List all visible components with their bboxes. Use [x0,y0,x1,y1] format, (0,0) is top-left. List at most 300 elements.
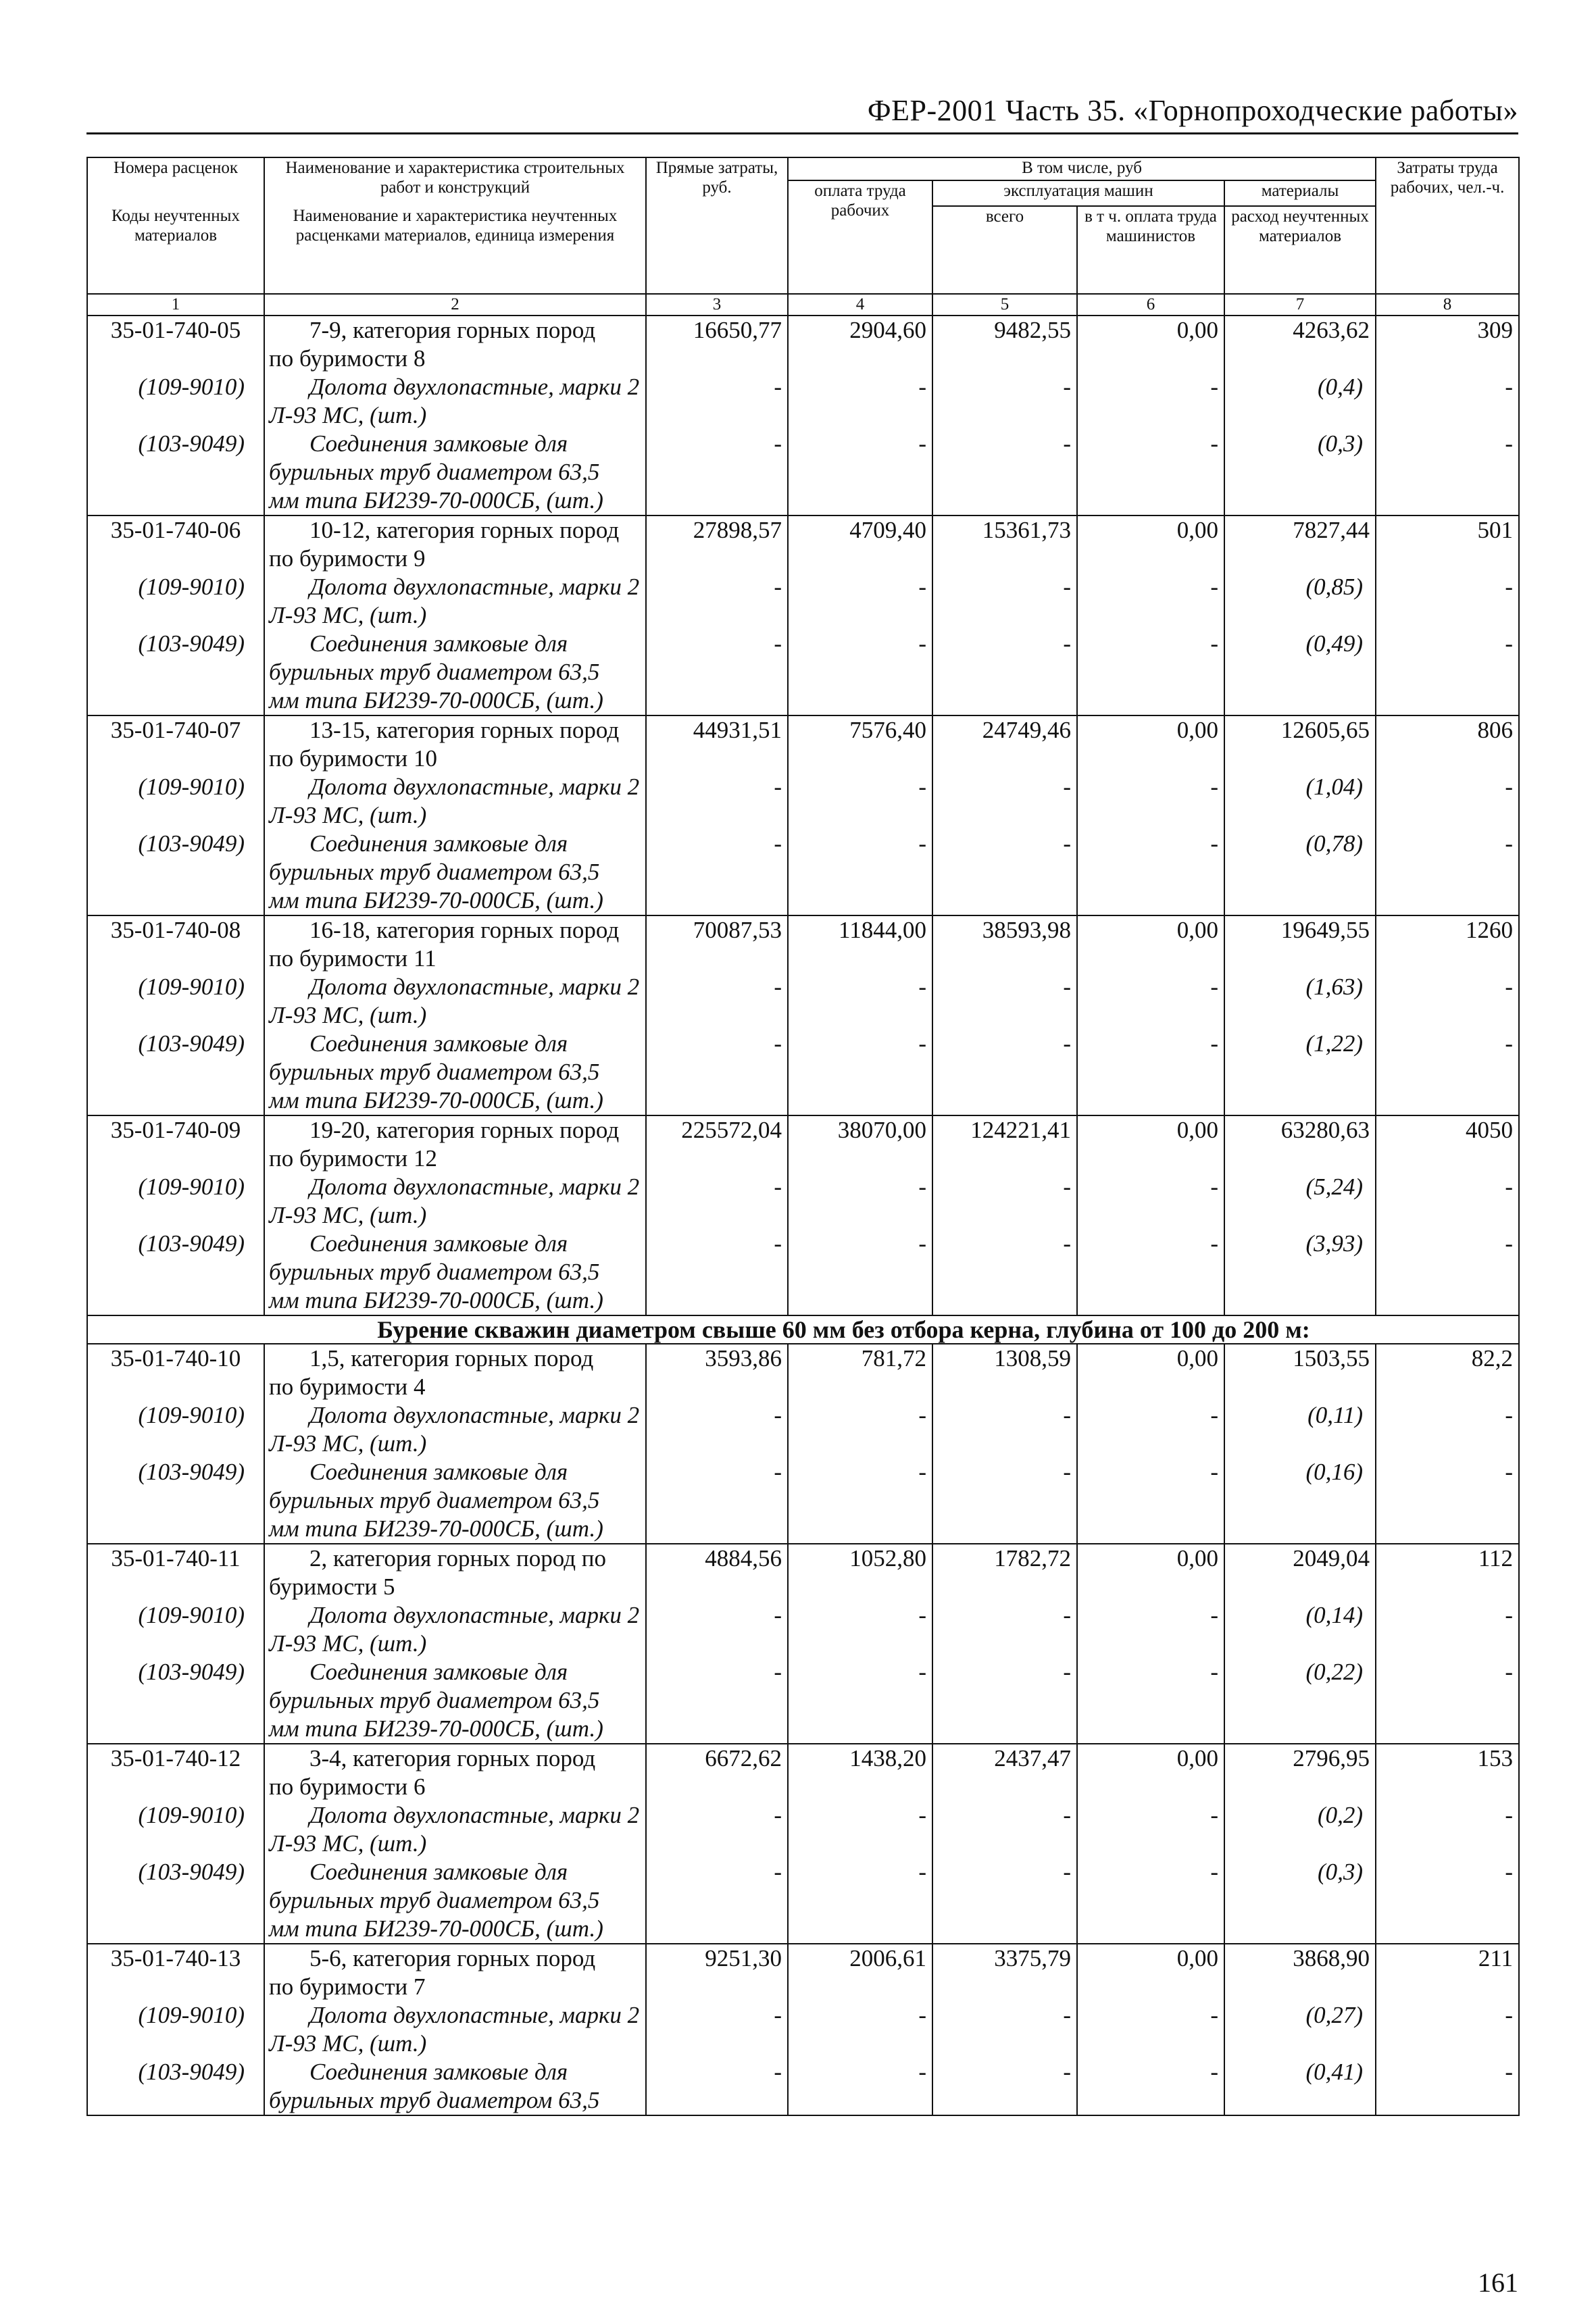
dash-value: - [646,1858,788,1886]
empty-cell [788,1686,932,1715]
labor-hours-value: 1260 [1376,915,1519,945]
empty-cell [87,1430,264,1458]
empty-cell [1077,1058,1224,1086]
rate-description: 2, категория горных пород по [264,1544,646,1573]
rate-row [87,715,1519,745]
material-description-continued: Л-93 МС, (шт.) [264,1001,646,1030]
empty-cell [646,1145,788,1173]
machines-total-value: 3375,79 [932,1944,1077,1973]
empty-cell [87,1973,264,2001]
dash-value: - [788,373,932,401]
empty-cell [932,1630,1077,1658]
empty-cell [788,1286,932,1315]
labor-pay-value: 1438,20 [788,1744,932,1773]
dash-value: - [932,630,1077,658]
empty-cell [1376,1686,1519,1715]
dash-value: - [932,773,1077,801]
material-row-continued [87,1630,1519,1658]
empty-cell [1376,1001,1519,1030]
empty-cell [87,658,264,686]
empty-cell [1077,1886,1224,1915]
material-row [87,430,1519,458]
empty-cell [788,1630,932,1658]
empty-cell [932,1058,1077,1086]
empty-cell [1376,886,1519,915]
dash-value: - [646,830,788,858]
empty-cell [87,858,264,886]
dash-value: - [646,1801,788,1830]
empty-cell [87,745,264,773]
material-code: (109-9010) [87,1173,264,1201]
empty-cell [1224,458,1376,486]
empty-cell [932,1286,1077,1315]
rate-description-continued: по буримости 4 [264,1373,646,1401]
empty-cell [1077,601,1224,630]
material-description-continued: Л-93 МС, (шт.) [264,2030,646,2058]
material-description-continued: бурильных труб диаметром 63,5 [264,1258,646,1286]
material-code: (109-9010) [87,1401,264,1430]
empty-cell [1376,1515,1519,1544]
empty-cell [1224,486,1376,515]
material-row-continued [87,1830,1519,1858]
empty-cell [1376,401,1519,430]
empty-cell [646,1573,788,1601]
empty-cell [1224,945,1376,973]
material-description: Соединения замковые для [264,1030,646,1058]
empty-cell [1077,1973,1224,2001]
dash-value: - [1077,773,1224,801]
material-row [87,2001,1519,2030]
empty-cell [87,1886,264,1915]
dash-value: - [788,2001,932,2030]
dash-value: - [646,773,788,801]
empty-cell [87,1630,264,1658]
materials-value: 3868,90 [1224,1944,1376,1973]
empty-cell [788,858,932,886]
material-description-continued: мм типа БИ239-70-000СБ, (шт.) [264,1915,646,1944]
empty-cell [646,1715,788,1744]
dash-value: - [932,373,1077,401]
empty-cell [1224,1773,1376,1801]
empty-cell [87,486,264,515]
empty-cell [1224,1430,1376,1458]
empty-cell [932,1773,1077,1801]
empty-cell [788,1915,932,1944]
empty-cell [1376,658,1519,686]
rate-description-continued: по буримости 8 [264,345,646,373]
dash-value: - [788,573,932,601]
empty-cell [646,2086,788,2115]
machinists-pay-value: 0,00 [1077,1944,1224,1973]
empty-cell [1224,1573,1376,1601]
material-description-continued: мм типа БИ239-70-000СБ, (шт.) [264,686,646,715]
page-header-title: ФЕР-2001 Часть 35. «Горнопроходческие работы» [867,94,1518,127]
material-consumption-value: (0,16) [1224,1458,1376,1486]
empty-cell [788,1086,932,1115]
empty-cell [646,458,788,486]
rate-row-continued [87,545,1519,573]
dash-value: - [932,1173,1077,1201]
material-code: (103-9049) [87,1658,264,1686]
dash-value: - [1077,1458,1224,1486]
empty-cell [1376,1830,1519,1858]
dash-value: - [788,773,932,801]
rate-row-continued [87,745,1519,773]
material-description-continued: Л-93 МС, (шт.) [264,801,646,830]
empty-cell [932,486,1077,515]
rate-row [87,1544,1519,1573]
empty-cell [1077,486,1224,515]
empty-cell [1224,1830,1376,1858]
material-consumption-value: (1,22) [1224,1030,1376,1058]
empty-cell [1077,1258,1224,1286]
material-consumption-value: (3,93) [1224,1230,1376,1258]
empty-cell [1224,1286,1376,1315]
material-description: Соединения замковые для [264,1458,646,1486]
dash-value: - [788,1801,932,1830]
dash-value: - [1376,1858,1519,1886]
dash-value: - [932,430,1077,458]
material-description: Соединения замковые для [264,630,646,658]
empty-cell [646,545,788,573]
empty-cell [1376,686,1519,715]
dash-value: - [932,1601,1077,1630]
rate-code: 35-01-740-12 [87,1744,264,1773]
empty-cell [788,486,932,515]
empty-cell [646,1201,788,1230]
direct-costs-value: 9251,30 [646,1944,788,1973]
empty-cell [1224,1145,1376,1173]
dash-value: - [1077,373,1224,401]
empty-cell [1376,1258,1519,1286]
material-description-continued: мм типа БИ239-70-000СБ, (шт.) [264,886,646,915]
empty-cell [646,1886,788,1915]
dash-value: - [1077,2058,1224,2086]
machinists-pay-value: 0,00 [1077,1115,1224,1145]
empty-cell [1376,345,1519,373]
empty-cell [87,2086,264,2115]
empty-cell [646,1373,788,1401]
material-description-continued: мм типа БИ239-70-000СБ, (шт.) [264,486,646,515]
empty-cell [932,458,1077,486]
empty-cell [788,1258,932,1286]
empty-cell [1077,1486,1224,1515]
empty-cell [646,745,788,773]
material-description-continued: Л-93 МС, (шт.) [264,1201,646,1230]
dash-value: - [1376,1658,1519,1686]
dash-value: - [788,630,932,658]
empty-cell [1224,2030,1376,2058]
empty-cell [646,345,788,373]
empty-cell [1077,1373,1224,1401]
empty-cell [1077,2086,1224,2115]
empty-cell [87,345,264,373]
direct-costs-value: 4884,56 [646,1544,788,1573]
empty-cell [1376,1886,1519,1915]
dash-value: - [1376,1401,1519,1430]
dash-value: - [646,430,788,458]
material-code: (109-9010) [87,373,264,401]
dash-value: - [646,1458,788,1486]
empty-cell [932,886,1077,915]
empty-cell [646,686,788,715]
material-description-continued: Л-93 МС, (шт.) [264,1830,646,1858]
col1-top-header: Номера расценок [87,157,264,206]
machines-header: эксплуатация машин [932,180,1224,206]
dash-value: - [1376,1173,1519,1201]
empty-cell [1376,2030,1519,2058]
labor-hours-value: 4050 [1376,1115,1519,1145]
empty-cell [932,1573,1077,1601]
empty-cell [1376,1915,1519,1944]
empty-cell [788,658,932,686]
material-row [87,973,1519,1001]
rate-row-continued [87,1145,1519,1173]
empty-cell [87,801,264,830]
material-description-continued: бурильных труб диаметром 63,5 [264,2086,646,2115]
machines-total-value: 124221,41 [932,1115,1077,1145]
material-row-continued [87,1258,1519,1286]
materials-value: 2049,04 [1224,1544,1376,1573]
material-description-continued: бурильных труб диаметром 63,5 [264,858,646,886]
materials-value: 4263,62 [1224,316,1376,345]
empty-cell [1376,1773,1519,1801]
empty-cell [646,1058,788,1086]
empty-cell [87,1486,264,1515]
material-description: Долота двухлопастные, марки 2 [264,573,646,601]
empty-cell [1224,545,1376,573]
empty-cell [1376,1201,1519,1230]
empty-cell [1077,1830,1224,1858]
empty-cell [1376,1630,1519,1658]
empty-cell [1376,1573,1519,1601]
empty-cell [1224,1515,1376,1544]
materials-value: 12605,65 [1224,715,1376,745]
material-consumption-value: (0,27) [1224,2001,1376,2030]
machines-total-header: всего [932,206,1077,294]
rate-description: 16-18, категория горных пород [264,915,646,945]
machines-total-value: 1308,59 [932,1344,1077,1373]
col2-top-header: Наименование и характеристика строительных работ и конструкций [264,157,646,206]
dash-value: - [1077,830,1224,858]
table-header [87,157,1519,316]
material-row [87,1658,1519,1686]
col-number: 8 [1376,294,1519,316]
labor-hours-value: 501 [1376,515,1519,545]
machinists-pay-value: 0,00 [1077,316,1224,345]
empty-cell [1077,545,1224,573]
empty-cell [1376,1430,1519,1458]
direct-costs-value: 70087,53 [646,915,788,945]
material-description-continued: бурильных труб диаметром 63,5 [264,1686,646,1715]
empty-cell [788,945,932,973]
material-code: (109-9010) [87,973,264,1001]
direct-costs-value: 225572,04 [646,1115,788,1145]
materials-value: 19649,55 [1224,915,1376,945]
empty-cell [932,858,1077,886]
empty-cell [87,1686,264,1715]
rate-row [87,1744,1519,1773]
empty-cell [1077,945,1224,973]
labor-hours-value: 153 [1376,1744,1519,1773]
empty-cell [1224,1686,1376,1715]
rate-description-continued: по буримости 10 [264,745,646,773]
rate-code: 35-01-740-08 [87,915,264,945]
material-code: (103-9049) [87,430,264,458]
empty-cell [1376,1373,1519,1401]
labor-pay-value: 2006,61 [788,1944,932,1973]
machinists-pay-value: 0,00 [1077,915,1224,945]
material-row [87,1601,1519,1630]
material-row-continued [87,1058,1519,1086]
dash-value: - [788,973,932,1001]
material-description: Соединения замковые для [264,1858,646,1886]
empty-cell [788,686,932,715]
machines-total-value: 2437,47 [932,1744,1077,1773]
empty-cell [788,1430,932,1458]
empty-cell [932,401,1077,430]
rate-row [87,515,1519,545]
dash-value: - [788,1401,932,1430]
material-consumption-value: (0,85) [1224,573,1376,601]
dash-value: - [646,1173,788,1201]
empty-cell [646,1830,788,1858]
dash-value: - [1376,2058,1519,2086]
labor-hours-value: 806 [1376,715,1519,745]
dash-value: - [788,1230,932,1258]
rate-description: 7-9, категория горных пород [264,316,646,345]
material-description-continued: бурильных труб диаметром 63,5 [264,1886,646,1915]
empty-cell [646,486,788,515]
empty-cell [932,1686,1077,1715]
dash-value: - [1077,430,1224,458]
material-code: (103-9049) [87,1230,264,1258]
empty-cell [646,1915,788,1944]
col-number: 3 [646,294,788,316]
material-consumption-value: (0,22) [1224,1658,1376,1686]
direct-costs-value: 3593,86 [646,1344,788,1373]
empty-cell [87,886,264,915]
rate-row-continued [87,1973,1519,2001]
empty-cell [87,945,264,973]
material-description: Долота двухлопастные, марки 2 [264,1173,646,1201]
empty-cell [1077,658,1224,686]
material-row [87,1458,1519,1486]
empty-cell [1224,1001,1376,1030]
material-row [87,2058,1519,2086]
empty-cell [932,1086,1077,1115]
empty-cell [788,1145,932,1173]
empty-cell [646,1086,788,1115]
direct-costs-value: 6672,62 [646,1744,788,1773]
dash-value: - [1077,1858,1224,1886]
rate-group [87,316,1519,515]
empty-cell [87,1773,264,1801]
empty-cell [788,1515,932,1544]
dash-value: - [1077,573,1224,601]
rate-description: 10-12, категория горных пород [264,515,646,545]
empty-cell [932,1830,1077,1858]
rate-description-continued: по буримости 9 [264,545,646,573]
empty-cell [87,458,264,486]
empty-cell [1077,1430,1224,1458]
material-consumption-value: (0,2) [1224,1801,1376,1830]
empty-cell [788,1973,932,2001]
dash-value: - [788,1858,932,1886]
col-number: 4 [788,294,932,316]
empty-cell [788,1201,932,1230]
empty-cell [1376,1286,1519,1315]
rate-group [87,1944,1519,2115]
material-row-continued [87,458,1519,486]
dash-value: - [1376,1801,1519,1830]
rate-code: 35-01-740-06 [87,515,264,545]
machinists-pay-value: 0,00 [1077,715,1224,745]
empty-cell [646,401,788,430]
empty-cell [1077,1573,1224,1601]
empty-cell [87,1373,264,1401]
empty-cell [1077,1715,1224,1744]
empty-cell [1077,1773,1224,1801]
empty-cell [87,2030,264,2058]
empty-cell [1376,801,1519,830]
page-number: 161 [1478,2267,1518,2298]
col-number: 2 [264,294,646,316]
material-consumption-value: (0,11) [1224,1401,1376,1430]
empty-cell [932,945,1077,973]
empty-cell [1224,745,1376,773]
dash-value: - [1376,1030,1519,1058]
dash-value: - [1077,1658,1224,1686]
machines-total-value: 15361,73 [932,515,1077,545]
rate-row-continued [87,345,1519,373]
material-code: (103-9049) [87,1858,264,1886]
dash-value: - [1077,1401,1224,1430]
empty-cell [1224,1258,1376,1286]
dash-value: - [788,1601,932,1630]
col-number: 6 [1077,294,1224,316]
rate-description: 3-4, категория горных пород [264,1744,646,1773]
material-description-continued: мм типа БИ239-70-000СБ, (шт.) [264,1715,646,1744]
empty-cell [1224,2086,1376,2115]
empty-cell [1376,1086,1519,1115]
including-header: В том числе, руб [788,157,1376,180]
dash-value: - [788,2058,932,2086]
col-number: 5 [932,294,1077,316]
empty-cell [932,1201,1077,1230]
material-description: Долота двухлопастные, марки 2 [264,2001,646,2030]
rates-table [86,157,1520,2116]
machinists-pay-value: 0,00 [1077,1744,1224,1773]
rate-description: 19-20, категория горных пород [264,1115,646,1145]
empty-cell [646,1430,788,1458]
dash-value: - [1077,630,1224,658]
empty-cell [788,1001,932,1030]
empty-cell [87,1145,264,1173]
dash-value: - [646,573,788,601]
empty-cell [1376,458,1519,486]
dash-value: - [932,1458,1077,1486]
material-code: (103-9049) [87,1030,264,1058]
empty-cell [646,1258,788,1286]
materials-value: 63280,63 [1224,1115,1376,1145]
dash-value: - [1376,830,1519,858]
empty-cell [1224,658,1376,686]
rate-row-continued [87,1573,1519,1601]
empty-cell [788,345,932,373]
empty-cell [1077,2030,1224,2058]
empty-cell [788,886,932,915]
